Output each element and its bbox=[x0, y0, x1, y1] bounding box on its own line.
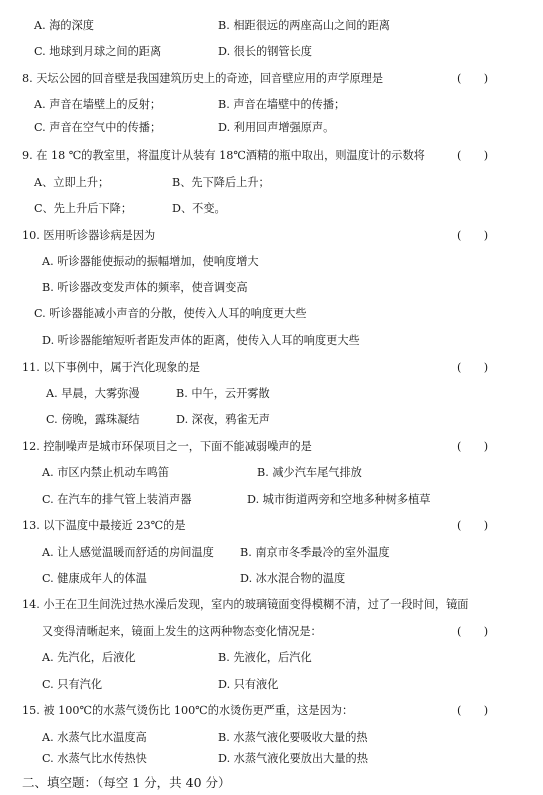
q13-answer-blank: ( ) bbox=[457, 519, 489, 532]
q11-answer-blank: ( ) bbox=[457, 361, 489, 374]
q11-option-b: B. 中午，云开雾散 bbox=[176, 387, 270, 400]
q13-option-a: A. 让人感觉温暖而舒适的房间温度 bbox=[42, 546, 214, 559]
q8-option-d: D. 利用回声增强原声。 bbox=[218, 121, 335, 134]
q14-option-c: C. 只有汽化 bbox=[42, 678, 103, 691]
q15-option-a: A. 水蒸气比水温度高 bbox=[42, 731, 147, 744]
q14-answer-blank: ( ) bbox=[457, 625, 489, 638]
q15-answer-blank: ( ) bbox=[457, 704, 489, 717]
q9-option-a: A、立即上升； bbox=[34, 176, 110, 189]
q13-option-b: B. 南京市冬季最冷的室外温度 bbox=[240, 546, 390, 559]
q8-option-c: C. 声音在空气中的传播； bbox=[34, 121, 162, 134]
q12-option-c: C. 在汽车的排气管上装消声器 bbox=[42, 493, 192, 506]
q9-option-d: D、不变。 bbox=[172, 202, 226, 215]
q10-answer-blank: ( ) bbox=[457, 229, 489, 242]
q11-stem: 11. 以下事例中，属于汽化现象的是 bbox=[22, 361, 200, 374]
q9-answer-blank: ( ) bbox=[457, 149, 489, 162]
q7-option-c: C. 地球到月球之间的距离 bbox=[34, 45, 162, 58]
q8-option-a: A. 声音在墙壁上的反射； bbox=[34, 98, 162, 111]
q15-stem: 15. 被 100℃的水蒸气烫伤比 100℃的水烫伤更严重，这是因为： bbox=[22, 704, 354, 717]
q12-option-b: B. 减少汽车尾气排放 bbox=[257, 466, 362, 479]
q11-option-c: C. 傍晚，露珠凝结 bbox=[46, 413, 140, 426]
q13-stem: 13. 以下温度中最接近 23℃的是 bbox=[22, 519, 186, 532]
q12-stem: 12. 控制噪声是城市环保项目之一，下面不能减弱噪声的是 bbox=[22, 440, 312, 453]
q14-option-b: B. 先液化，后汽化 bbox=[218, 651, 312, 664]
q15-option-c: C. 水蒸气比水传热快 bbox=[42, 752, 147, 765]
q10-option-b: B. 听诊器改变发声体的频率，使音调变高 bbox=[42, 281, 248, 294]
q8-stem: 8. 天坛公园的回音壁是我国建筑历史上的奇迹，回音壁应用的声学原理是 bbox=[22, 72, 384, 85]
q10-option-a: A. 听诊器能使振动的振幅增加，使响度增大 bbox=[42, 255, 259, 268]
q14-option-a: A. 先汽化，后液化 bbox=[42, 651, 136, 664]
section-heading-fill-in: 二、填空题：（每空 1 分，共 40 分） bbox=[22, 775, 231, 790]
q10-option-d: D. 听诊器能缩短听者距发声体的距离，使传入人耳的响度更大些 bbox=[42, 334, 360, 347]
q10-option-c: C. 听诊器能减小声音的分散，使传入人耳的响度更大些 bbox=[34, 307, 307, 320]
q12-option-a: A. 市区内禁止机动车鸣笛 bbox=[42, 466, 170, 479]
q13-option-d: D. 冰水混合物的温度 bbox=[240, 572, 346, 585]
q8-answer-blank: ( ) bbox=[457, 72, 489, 85]
q13-option-c: C. 健康成年人的体温 bbox=[42, 572, 147, 585]
q9-stem: 9. 在 18 ℃的教室里，将温度计从装有 18℃酒精的瓶中取出，则温度计的示数将 bbox=[22, 149, 425, 162]
q12-option-d: D. 城市街道两旁和空地多种树多植草 bbox=[247, 493, 431, 506]
q14-stem-line2: 又变得清晰起来，镜面上发生的这两种物态变化情况是： bbox=[42, 625, 322, 638]
q11-option-a: A. 早晨，大雾弥漫 bbox=[46, 387, 140, 400]
q14-stem-line1: 14. 小王在卫生间洗过热水澡后发现，室内的玻璃镜面变得模糊不清，过了一段时间，镜面 bbox=[22, 598, 469, 611]
q15-option-b: B. 水蒸气液化要吸收大量的热 bbox=[218, 731, 368, 744]
q8-option-b: B. 声音在墙壁中的传播； bbox=[218, 98, 346, 111]
q10-stem: 10. 医用听诊器诊病是因为 bbox=[22, 229, 156, 242]
q7-option-b: B. 相距很远的两座高山之间的距离 bbox=[218, 19, 390, 32]
q7-option-d: D. 很长的钢管长度 bbox=[218, 45, 312, 58]
q11-option-d: D. 深夜，鸦雀无声 bbox=[176, 413, 270, 426]
q14-option-d: D. 只有液化 bbox=[218, 678, 279, 691]
q15-option-d: D. 水蒸气液化要放出大量的热 bbox=[218, 752, 368, 765]
q7-option-a: A. 海的深度 bbox=[34, 19, 94, 32]
q9-option-b: B、先下降后上升； bbox=[172, 176, 270, 189]
q9-option-c: C、先上升后下降； bbox=[34, 202, 133, 215]
q12-answer-blank: ( ) bbox=[457, 440, 489, 453]
